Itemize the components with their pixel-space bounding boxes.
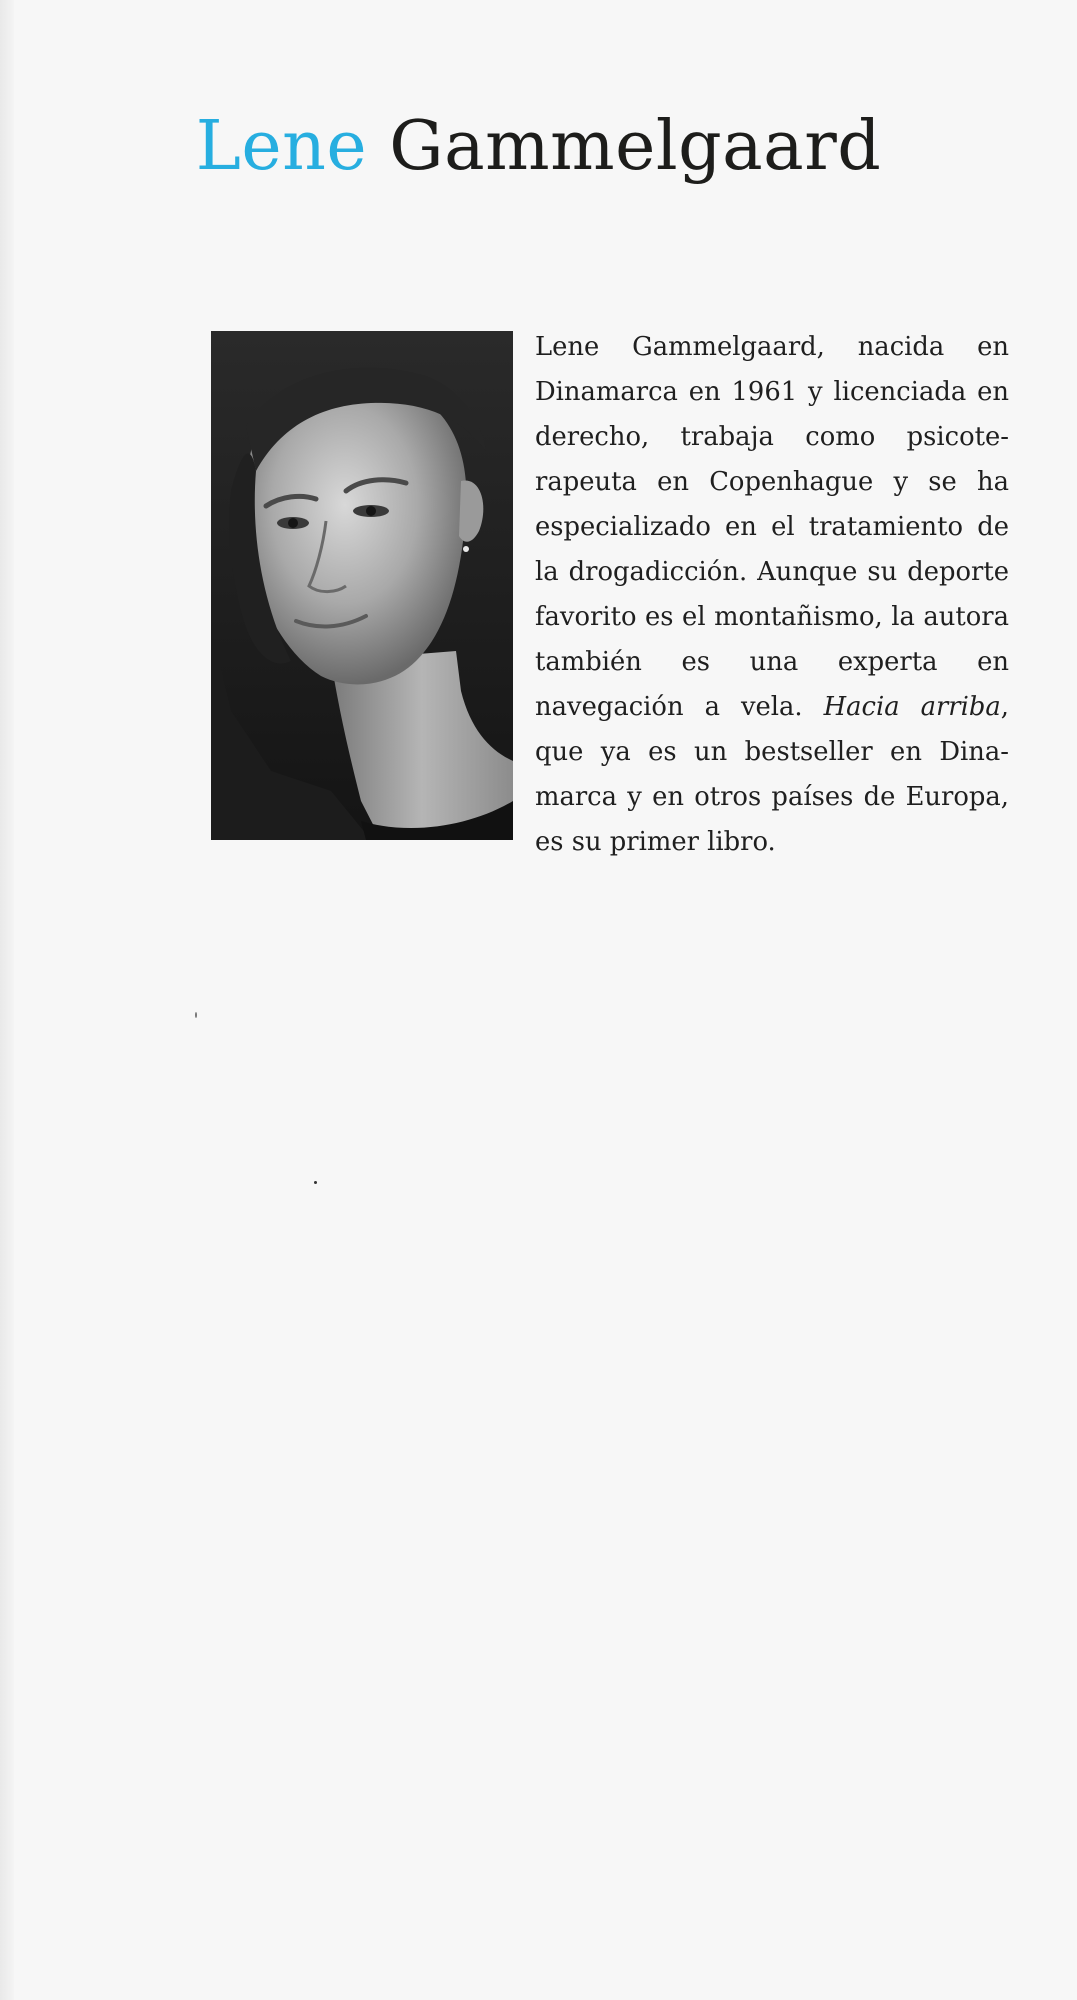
author-first-name: Lene <box>195 107 368 186</box>
page-edge <box>0 0 14 2000</box>
bio-text-after-title: , que ya es un bestseller en Dinamarca y en otros países de Europa, es su primer libro. <box>535 692 1009 857</box>
book-title: Hacia arriba <box>823 692 1001 722</box>
author-name-title <box>0 106 1077 188</box>
bio-text-before-title: Lene Gammelgaard, nacida en Dinamarca en 1961 y licenciada en derecho, trabaja como psicoterapeuta en Copenhague y se ha especializado en el tratamiento de la drogadicción. Aunque su deporte favorito es el montañismo, la autora también es una experta en navegación a vela. <box>535 332 1009 722</box>
paper-speck <box>195 1012 197 1018</box>
author-portrait-photo <box>211 331 513 840</box>
paper-speck <box>314 1181 317 1184</box>
author-last-name: Gammelgaard <box>389 107 882 186</box>
author-biography <box>535 325 1009 865</box>
author-portrait <box>211 331 513 840</box>
